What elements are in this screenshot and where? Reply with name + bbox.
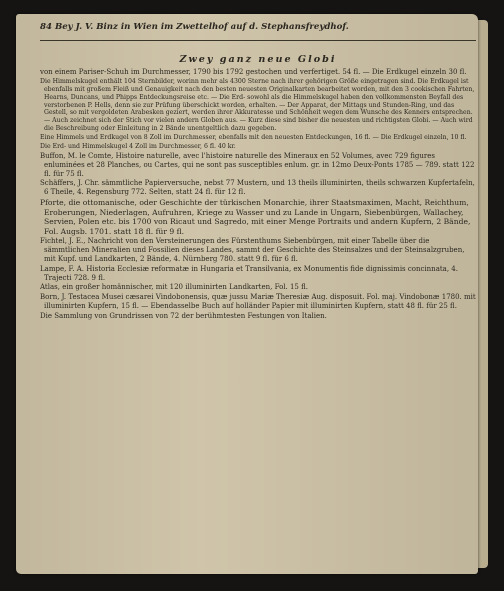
- catalog-entry: Schäffers, J. Chr. sämmtliche Papierversuche, nebst 77 Mustern, und 13 theils illuminirten, theils schwarzen Kupfertafeln, 6 Theile, 4. Regensburg 772. Selten, statt 24 fl. für 12 fl.: [40, 179, 475, 197]
- header-rule: [40, 40, 476, 41]
- catalog-entry: Buffon, M. le Comte, Histoire naturelle, avec l'histoire naturelle des Mineraux en 52 Volumes, avec 729 figures enluminées et 28 Planches, ou Cartes, qui ne sont pas susceptibles enlum. gr. in 12mo Deux-Ponts 1785 — 789. statt 122 fl. für 75 fl.: [40, 151, 475, 178]
- paper-back-edge: [478, 20, 488, 568]
- running-header: 84 Bey J. V. Binz in Wien im Zwettelhof auf d. Stephansfreydhof.: [40, 22, 349, 32]
- catalog-entry: Born, J. Testacea Musei cæsarei Vindobonensis, quæ jussu Mariæ Theresiæ Aug. disposuit. Fol. maj. Vindobonæ 1780. mit illuminirten Kupfern, 15 fl. — Ebendasselbe Buch auf holländer Papier mit illuminirten Kupfern, statt 48 fl. für 25 fl.: [40, 293, 476, 310]
- catalog-entry: Die Erd- und Himmelskugel 4 Zoll im Durchmesser, 6 fl. 40 kr.: [40, 143, 236, 151]
- section-title: Zwey ganz neue Globi: [179, 54, 337, 65]
- catalog-entry: Eine Himmels und Erdkugel von 8 Zoll im Durchmesser, ebenfalls mit den neuesten Entdeckungen, 16 fl. — Die Erdkugel einzeln, 10 fl.: [40, 134, 467, 142]
- catalog-entry: Die Sammlung von Grundrissen von 72 der berühmtesten Festungen von Italien.: [40, 311, 327, 320]
- catalog-entry: Fichtel, J. E., Nachricht von den Versteinerungen des Fürstenthums Siebenbürgen, mit einer Tabelle über die sämmtlichen Mineralien und Fossilien dieses Landes, sammt der Geschichte des Steinsalzes und der Steinsalzgruben, mit Kupf. und Landkarten, 2 Bände, 4. Nürnberg 780. statt 9 fl. für 6 fl.: [40, 237, 465, 263]
- catalog-entry: Die Himmelskugel enthält 104 Sternbilder, worinn mehr als 4300 Sterne nach ihrer gehörigen Größe eingetragen sind. Die Erdkugel ist ebenfalls mit großem Fleiß und Genauigkeit nach den besten neuesten Originalkarten bearbeitet worden, mit den 3 cookischen Fahrten, Hearns, Duncans, und Phipps Entdeckungsreise etc. — Die Erd- sowohl als die Himmelskugel haben den vollkommensten Beyfall des verstorbenen P. Hells, denn sie zur Prüfung überschickt worden, erhalten. — Der Apparat, der Mittags und Stunden-Ring, und das Gestell, so mit vergoldeten Arabesken geziert, werden ihrer Akkuratesse und Schönheit wegen dem Wunsche des Kenners entsprechen. — Auch zeichnet sich der Stich vor vielen andern Globen aus. — Kurz diese sind bisher die neuesten und richtigsten Globi. — Auch wird die Beschreibung oder Einleitung in 2 Bände unentgeltlich dazu gegeben.: [40, 77, 475, 133]
- page-body: [40, 50, 476, 321]
- catalog-entry: von einem Pariser-Schuh im Durchmesser, 1790 bis 1792 gestochen und verfertiget. 54 fl. — Die Erdkugel einzeln 30 fl.: [40, 68, 467, 76]
- catalog-entry: Atlas, ein großer homännischer, mit 120 illuminirten Landkarten, Fol. 15 fl.: [40, 283, 308, 292]
- catalog-entry: Pforte, die ottomanische, oder Geschichte der türkischen Monarchie, ihrer Staatsmaximen, Macht, Reichthum, Eroberungen, Niederlagen, Aufruhren, Kriege zu Wasser und zu Lande in Ungarn, Siebenbürgen, Wallachey, Servien, Polen etc. bis 1700 von Ricaut und Sagredo, mit einer Menge Portraits und andern Kupfern, 2 Bände, Fol. Augsb. 1701. statt 18 fl. für 9 fl.: [40, 197, 471, 236]
- catalog-entry: Lampe, F. A. Historia Ecclesiæ reformatæ in Hungaria et Transilvania, ex Monumentis fide dignissimis concinnata, 4. Trajecti 728. 9 fl.: [40, 264, 458, 282]
